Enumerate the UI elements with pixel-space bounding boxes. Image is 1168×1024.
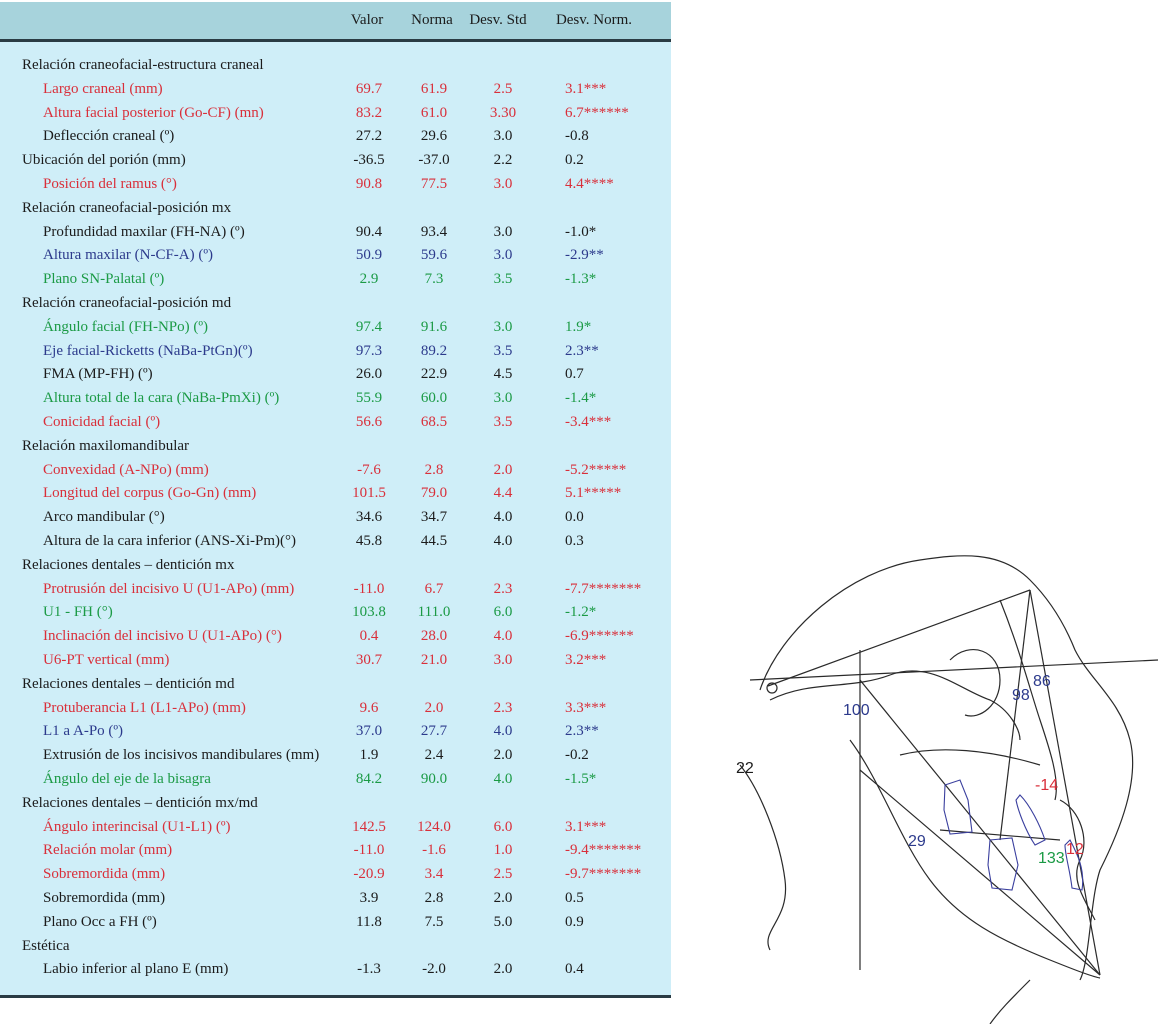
table-row	[0, 104, 671, 128]
table-row	[0, 413, 671, 437]
table-row	[0, 365, 671, 389]
table-bottom-rule	[0, 995, 671, 998]
cell-desv-norm: 5.1*****	[565, 485, 622, 502]
row-label: Altura maxilar (N-CF-A) (º)	[43, 247, 214, 264]
cell-norma: 6.7	[424, 580, 444, 597]
row-label: Altura de la cara inferior (ANS-Xi-Pm)(°)	[43, 533, 296, 549]
cell-valor: 56.6	[355, 414, 383, 430]
table-row	[0, 175, 671, 199]
chin-curve	[990, 980, 1030, 1024]
cell-valor: -20.9	[353, 866, 385, 883]
lower-molar	[988, 838, 1018, 890]
table-row	[0, 461, 671, 485]
cell-valor: 84.2	[355, 771, 383, 787]
section-row	[0, 151, 671, 175]
cell-valor: 37.0	[355, 723, 383, 740]
row-label: Inclinación del incisivo U (U1-APo) (°)	[43, 628, 282, 645]
section-row	[0, 794, 671, 818]
cell-desv-norm: 3.3***	[565, 699, 607, 716]
tracing-label-133: 133	[1038, 850, 1065, 867]
cell-desv-norm: -5.2*****	[565, 461, 627, 478]
cell-norma: 21.0	[420, 652, 448, 668]
table-row	[0, 246, 671, 270]
row-label: Extrusión de los incisivos mandibulares (mm)	[43, 747, 320, 764]
table-row	[0, 770, 671, 794]
cell-norma: 61.0	[420, 104, 448, 121]
cell-desv-std: 2.0	[493, 747, 513, 764]
cell-desv-std: 2.5	[493, 80, 513, 97]
cell-desv-std: 1.0	[493, 842, 513, 859]
tracing-label-29: 29	[908, 833, 926, 850]
row-label: Profundidad maxilar (FH-NA) (º)	[43, 223, 245, 240]
row-label: Altura total de la cara (NaBa-PmXi) (º)	[43, 390, 280, 407]
section-row	[0, 675, 671, 699]
row-label: Ángulo facial (FH-NPo) (º)	[43, 318, 209, 335]
cell-valor: 2.9	[359, 271, 379, 288]
cell-desv-std: 2.0	[493, 961, 513, 978]
cell-desv-std: 3.5	[493, 414, 513, 430]
cell-norma: 22.9	[420, 366, 448, 383]
cell-valor: 90.4	[355, 223, 383, 240]
cell-norma: 34.7	[420, 509, 448, 526]
cell-desv-norm: 0.5	[565, 890, 584, 906]
table-row	[0, 627, 671, 651]
cephalometric-table	[0, 2, 671, 995]
table-row	[0, 699, 671, 723]
cell-desv-std: 4.0	[493, 771, 513, 787]
cell-norma: 79.0	[420, 485, 448, 502]
cell-valor: 9.6	[359, 699, 379, 716]
cell-valor: 69.7	[355, 80, 383, 97]
table-row	[0, 746, 671, 770]
ramus-outline	[740, 765, 786, 950]
cell-desv-std: 2.5	[493, 866, 513, 883]
row-label: U6-PT vertical (mm)	[43, 652, 170, 668]
cell-norma: 124.0	[417, 818, 451, 835]
cell-valor: 26.0	[355, 366, 383, 383]
cell-desv-std: 5.0	[493, 913, 513, 930]
table-row	[0, 127, 671, 151]
cell-desv-std: 6.0	[493, 818, 513, 835]
cell-desv-norm: 3.1***	[565, 818, 607, 835]
cell-desv-std: 4.0	[493, 628, 513, 645]
cell-norma: -37.0	[418, 152, 450, 169]
cell-desv-norm: 3.2***	[565, 652, 607, 668]
tracing-label-86: 86	[1033, 673, 1051, 690]
row-label: Ángulo del eje de la bisagra	[43, 771, 211, 787]
cell-norma: 7.5	[424, 913, 444, 930]
cell-desv-norm: -0.2	[565, 747, 589, 764]
row-label: Plano SN-Palatal (º)	[43, 271, 165, 288]
cell-valor: 90.8	[355, 176, 383, 192]
table-row	[0, 913, 671, 937]
soft-tissue-lip	[1060, 800, 1095, 920]
cell-desv-norm: 0.2	[565, 152, 584, 169]
cell-desv-std: 2.3	[493, 580, 513, 597]
cell-valor: -36.5	[353, 152, 385, 169]
row-label: Sobremordida (mm)	[43, 866, 166, 883]
cell-desv-norm: -7.7*******	[565, 580, 642, 597]
row-label: Protuberancia L1 (L1-APo) (mm)	[43, 699, 246, 716]
cell-valor: 27.2	[355, 128, 383, 145]
cell-desv-norm: 0.3	[565, 533, 584, 549]
cell-norma: 68.5	[420, 414, 448, 430]
cell-norma: 61.9	[420, 80, 448, 97]
cell-norma: -1.6	[422, 842, 446, 859]
cell-norma: 60.0	[420, 390, 448, 407]
cell-desv-std: 4.5	[493, 366, 513, 383]
row-label: Longitud del corpus (Go-Gn) (mm)	[43, 485, 257, 502]
cell-desv-norm: -9.4*******	[565, 842, 642, 859]
tracing-label-22: 22	[736, 760, 754, 777]
cell-desv-norm: 2.3**	[565, 342, 599, 359]
row-label: Deflección craneal (º)	[43, 128, 175, 145]
table-row	[0, 318, 671, 342]
table-row	[0, 865, 671, 889]
cell-norma: 91.6	[420, 318, 448, 335]
cell-desv-norm: -1.0*	[565, 223, 597, 240]
row-label: Conicidad facial (º)	[43, 414, 161, 430]
row-label: Estética	[22, 937, 70, 954]
cranial-base-diagonal	[768, 590, 1030, 686]
cell-valor: 30.7	[355, 652, 383, 668]
cell-desv-std: 2.3	[493, 699, 513, 716]
section-row	[0, 937, 671, 961]
cell-desv-std: 3.5	[493, 271, 513, 288]
row-label: Arco mandibular (°)	[43, 509, 165, 526]
cell-desv-std: 3.0	[493, 390, 513, 407]
palate-curve	[900, 750, 1040, 765]
cell-desv-norm: 3.1***	[565, 80, 607, 97]
row-label: L1 a A-Po (º)	[43, 723, 124, 740]
cell-desv-norm: 6.7******	[565, 104, 629, 121]
table-row	[0, 532, 671, 556]
col-header-valor: Valor	[350, 12, 384, 28]
table-row	[0, 508, 671, 532]
cell-norma: 2.4	[424, 747, 444, 764]
cell-norma: 93.4	[420, 223, 448, 240]
row-label: Relaciones dentales – dentición mx/md	[22, 794, 258, 811]
row-label: Protrusión del incisivo U (U1-APo) (mm)	[43, 580, 295, 597]
cell-valor: -1.3	[357, 961, 381, 978]
table-row	[0, 841, 671, 865]
cell-desv-std: 3.0	[493, 247, 513, 264]
cell-valor: 101.5	[352, 485, 386, 502]
cell-desv-std: 3.5	[493, 342, 513, 359]
cell-desv-norm: -6.9******	[565, 628, 634, 645]
row-label: Largo craneal (mm)	[43, 80, 163, 97]
cell-desv-std: 4.0	[493, 509, 513, 526]
cell-desv-std: 3.0	[493, 176, 513, 192]
cell-valor: 55.9	[355, 390, 383, 407]
upper-incisor	[1016, 795, 1045, 845]
cell-valor: 1.9	[359, 747, 379, 764]
mandibular-line	[860, 770, 1100, 975]
cell-norma: 28.0	[420, 628, 448, 645]
col-header-desv-std: Desv. Std	[469, 12, 527, 28]
orbit-curve	[950, 650, 1000, 716]
cell-valor: 97.3	[355, 342, 383, 359]
cell-norma: 44.5	[420, 533, 448, 549]
row-label: Relación craneofacial-posición md	[22, 295, 232, 311]
cell-valor: 97.4	[355, 318, 383, 335]
table-row	[0, 722, 671, 746]
row-label: Convexidad (A-NPo) (mm)	[43, 461, 209, 478]
cell-valor: 103.8	[352, 604, 386, 621]
col-header-norma: Norma	[411, 12, 453, 28]
cell-desv-norm: -1.4*	[565, 390, 597, 407]
cell-norma: 59.6	[420, 247, 448, 264]
section-row	[0, 294, 671, 318]
cell-valor: -7.6	[357, 461, 381, 478]
cell-valor: 34.6	[355, 509, 383, 526]
row-label: FMA (MP-FH) (º)	[43, 366, 153, 383]
table-header	[0, 2, 671, 42]
cranial-base-curve	[770, 671, 1020, 740]
cell-desv-std: 3.0	[493, 652, 513, 668]
table-row	[0, 484, 671, 508]
cell-norma: 29.6	[420, 128, 448, 145]
row-label: Relación craneofacial-posición mx	[22, 199, 232, 216]
cell-norma: 2.8	[424, 890, 444, 906]
cell-valor: 11.8	[356, 913, 382, 930]
row-label: Eje facial-Ricketts (NaBa-PtGn)(º)	[43, 342, 253, 359]
cell-norma: 111.0	[417, 604, 451, 621]
cell-desv-norm: 0.4	[565, 961, 584, 978]
tracing-label-12: 12	[1066, 841, 1084, 858]
section-row	[0, 199, 671, 223]
cell-desv-norm: 0.9	[565, 913, 584, 930]
cell-valor: -11.0	[353, 580, 385, 597]
table-row	[0, 580, 671, 604]
cell-desv-std: 3.0	[493, 128, 513, 145]
cell-norma: 89.2	[420, 342, 448, 359]
table-row	[0, 651, 671, 675]
row-label: Relaciones dentales – dentición md	[22, 675, 235, 692]
cell-desv-std: 4.0	[493, 723, 513, 740]
row-label: U1 - FH (°)	[43, 604, 113, 621]
cell-desv-std: 6.0	[493, 604, 513, 621]
cell-desv-std: 4.0	[493, 533, 513, 549]
tracing-label-100: 100	[843, 702, 870, 719]
teeth-outlines	[944, 780, 1083, 890]
cell-norma: 77.5	[420, 176, 448, 192]
cell-valor: 3.9	[359, 890, 379, 906]
cell-norma: -2.0	[422, 961, 446, 978]
cell-valor: -11.0	[353, 842, 385, 859]
cell-desv-norm: -1.2*	[565, 604, 597, 621]
table-row	[0, 270, 671, 294]
cell-desv-norm: 4.4****	[565, 176, 614, 192]
cell-desv-norm: -1.3*	[565, 271, 597, 288]
cell-desv-norm: -2.9**	[565, 247, 604, 264]
cell-valor: 0.4	[359, 628, 379, 645]
cell-desv-std: 2.0	[493, 890, 513, 906]
cell-desv-norm: 0.0	[565, 509, 584, 526]
cephalometric-tracing	[700, 540, 1168, 1024]
cell-norma: 2.0	[424, 699, 444, 716]
cell-desv-norm: -3.4***	[565, 414, 612, 430]
tracing-label-minus14: -14	[1035, 777, 1059, 794]
table-row	[0, 818, 671, 842]
cell-desv-std: 3.30	[489, 104, 517, 121]
row-label: Ubicación del porión (mm)	[22, 152, 186, 169]
cell-desv-std: 3.0	[493, 318, 513, 335]
cell-desv-norm: 2.3**	[565, 723, 599, 740]
cell-valor: 83.2	[355, 104, 383, 121]
cell-norma: 3.4	[424, 866, 444, 883]
cell-desv-norm: -0.8	[565, 128, 589, 145]
table-row	[0, 960, 671, 984]
cell-desv-norm: -9.7*******	[565, 866, 642, 883]
row-label: Posición del ramus (°)	[43, 176, 177, 192]
table-row	[0, 889, 671, 913]
col-header-desv-norm: Desv. Norm.	[555, 12, 633, 28]
cell-desv-norm: 1.9*	[565, 318, 592, 335]
cell-norma: 7.3	[424, 271, 444, 288]
cell-desv-std: 2.2	[493, 152, 513, 169]
row-label: Altura facial posterior (Go-CF) (mn)	[43, 104, 264, 121]
ba-n-line	[860, 680, 1100, 975]
cell-desv-norm: 0.7	[565, 366, 584, 383]
table-row	[0, 223, 671, 247]
cell-norma: 27.7	[420, 723, 448, 740]
cell-valor: 50.9	[355, 247, 383, 264]
skull-outline	[760, 556, 1133, 980]
cell-desv-std: 4.4	[493, 485, 513, 502]
cell-norma: 90.0	[420, 771, 448, 787]
facial-axis	[1000, 590, 1030, 840]
row-label: Relación molar (mm)	[43, 842, 173, 859]
cell-desv-std: 3.0	[493, 223, 513, 240]
row-label: Plano Occ a FH (º)	[43, 913, 157, 930]
table-row	[0, 342, 671, 366]
cell-valor: 45.8	[355, 533, 383, 549]
tracing-label-98: 98	[1012, 687, 1030, 704]
section-row	[0, 556, 671, 580]
table-row	[0, 603, 671, 627]
row-label: Labio inferior al plano E (mm)	[43, 961, 229, 978]
tracing-lines	[740, 556, 1158, 1024]
row-label: Relación craneofacial-estructura craneal	[22, 57, 264, 73]
cell-valor: 142.5	[352, 818, 386, 835]
section-row	[0, 56, 671, 80]
cell-desv-std: 2.0	[493, 461, 513, 478]
row-label: Relación maxilomandibular	[22, 437, 190, 454]
row-label: Ángulo interincisal (U1-L1) (º)	[43, 818, 231, 835]
row-label: Relaciones dentales – dentición mx	[22, 556, 235, 573]
section-row	[0, 437, 671, 461]
table-row	[0, 389, 671, 413]
table-row	[0, 80, 671, 104]
cell-desv-norm: -1.5*	[565, 771, 597, 787]
row-label: Sobremordida (mm)	[43, 890, 166, 906]
cell-norma: 2.8	[424, 461, 444, 478]
